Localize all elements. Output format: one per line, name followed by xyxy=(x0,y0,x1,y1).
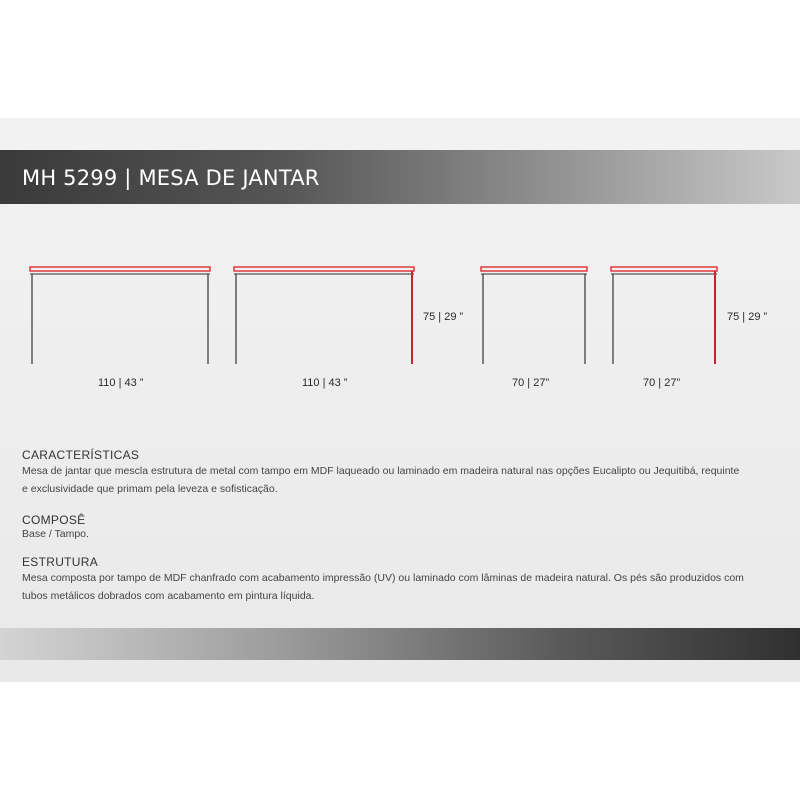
dimension-height-1: 75 | 29 ” xyxy=(423,311,464,323)
tabletop-outline xyxy=(611,267,717,271)
front-view-drawing xyxy=(30,267,210,364)
table-drawings xyxy=(0,260,800,370)
tabletop-outline xyxy=(30,267,210,271)
dimension-width-1: 110 | 43 ” xyxy=(98,377,144,389)
section-title: CARACTERÍSTICAS xyxy=(22,448,140,462)
section-composicao xyxy=(22,513,782,541)
dimension-depth-2: 70 | 27” xyxy=(643,377,681,389)
footer-bar xyxy=(0,628,800,660)
dimension-depth-1: 70 | 27” xyxy=(512,377,550,389)
page-title: MH 5299 | MESA DE JANTAR xyxy=(22,166,320,190)
section-title: COMPOSÊ xyxy=(22,513,86,527)
section-body: Base / Tampo. xyxy=(22,528,89,540)
dimension-height-2: 75 | 29 ” xyxy=(727,311,768,323)
dimension-width-2: 110 | 43 ” xyxy=(302,377,348,389)
section-body-line: Mesa composta por tampo de MDF chanfrado com acabamento impressão (UV) ou laminado com lâminas de madeira natural. Os pés são produzidos com xyxy=(22,572,744,584)
front-view-height-drawing xyxy=(234,267,414,364)
section-caracteristicas xyxy=(22,448,782,498)
section-body-line: Mesa de jantar que mescla estrutura de metal com tampo em MDF laqueado ou laminado em madeira natural nas opções Eucalipto ou Jequitibá, requinte xyxy=(22,465,740,477)
side-view-height-drawing xyxy=(611,267,717,364)
tabletop-outline xyxy=(481,267,587,271)
section-body-line: e exclusividade que primam pela leveza e sofisticação. xyxy=(22,483,278,495)
section-body-line: tubos metálicos dobrados com acabamento em pintura líquida. xyxy=(22,590,315,602)
section-estrutura xyxy=(22,555,782,605)
tabletop-outline xyxy=(234,267,414,271)
side-view-drawing xyxy=(481,267,587,364)
section-title: ESTRUTURA xyxy=(22,555,99,569)
